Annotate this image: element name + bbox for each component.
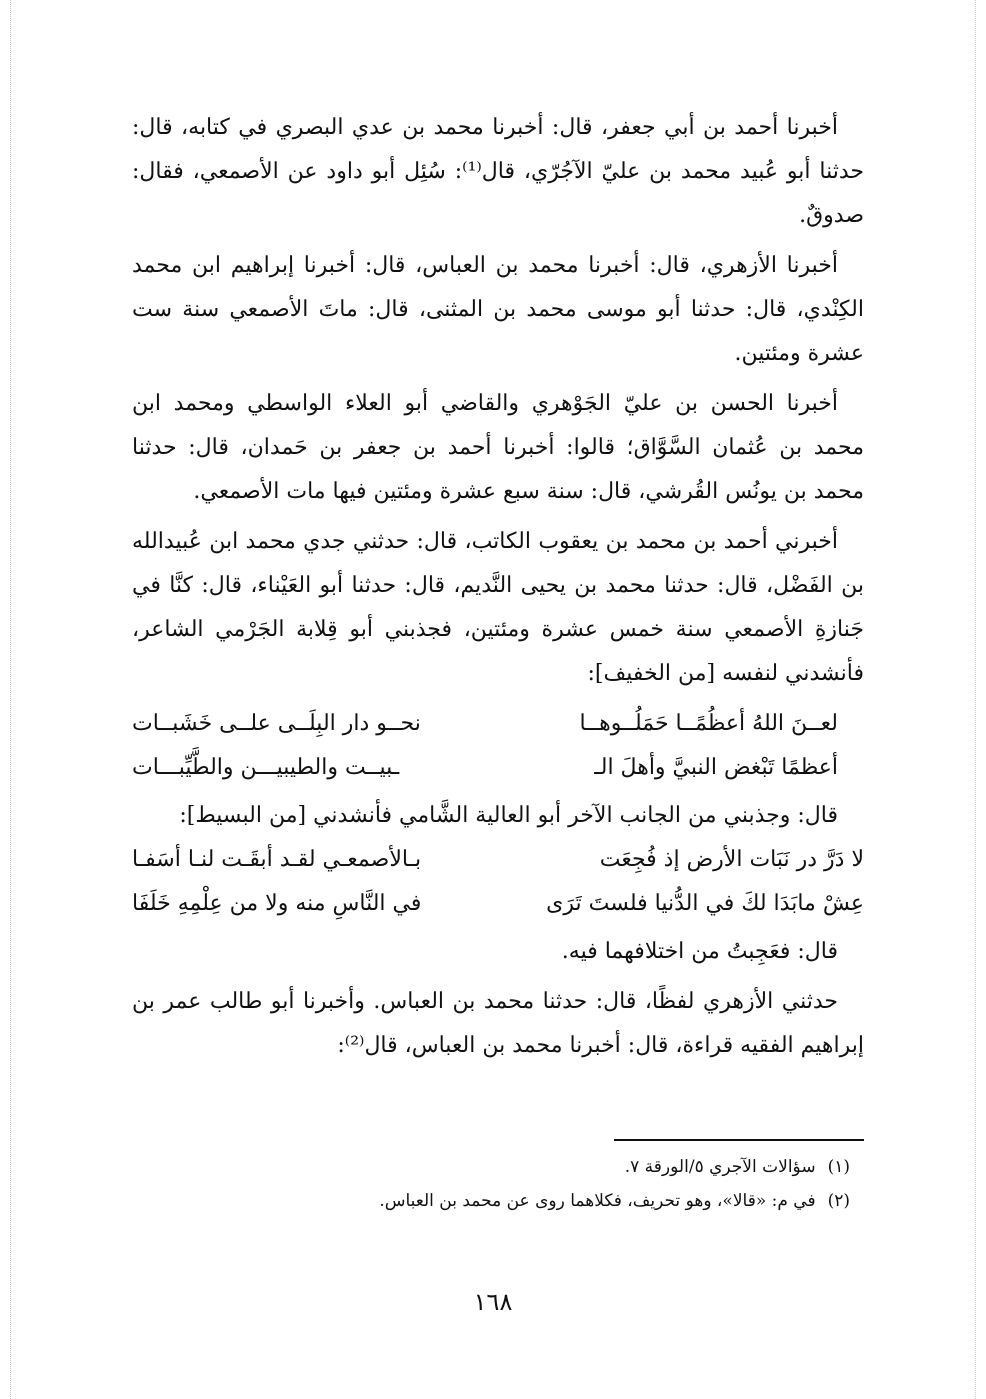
verse-first-hemistich: لعــنَ اللهُ أعظُمًــا حَمَلُــوهــا xyxy=(579,711,838,736)
verse-line xyxy=(132,746,864,790)
footnote-text: سؤالات الآجري ٥/الورقة ٧. xyxy=(624,1157,816,1177)
footnote-number: (٢) xyxy=(827,1191,850,1211)
verse-first-hemistich: عِشْ مابَدَا لكَ في الدُّنيا فلستَ تَرَى xyxy=(546,891,864,916)
scan-edge-left xyxy=(0,0,11,1399)
verse-second-hemistich: في النَّاسِ منه ولا من عِلْمِهِ خَلَفَا xyxy=(132,891,422,916)
scan-edge-right xyxy=(975,0,986,1399)
footnote-number: (١) xyxy=(827,1157,850,1177)
verse-second-hemistich: نحــو دار البِلَــى علــى خَشَبــات xyxy=(132,711,421,736)
footnote-separator xyxy=(614,1139,864,1141)
poem-2-intro: قال: وجذبني من الجانب الآخر أبو العالية الشَّامي فأنشدني [من البسيط]: xyxy=(179,803,838,828)
paragraph-2: أخبرنا الأزهري، قال: أخبرنا محمد بن العباس، قال: أخبرنا إبراهيم ابن محمد الكِنْدي، قال: حدثنا أبو موسى محمد بن المثنى، قال: ماتَ الأصمعي سنة ست عشرة ومئتين. xyxy=(132,253,864,366)
verse-line xyxy=(132,702,864,746)
paragraph-4: أخبرني أحمد بن محمد بن يعقوب الكاتب، قال: حدثني جدي محمد ابن عُبيدالله بن الفَضْل، قال: حدثنا محمد بن يحيى النَّديم، قال: حدثنا أبو العَيْناء، قال: كنَّا في جَنازةِ الأصمعي سنة خمس عشرة ومئتين، فجذبني أبو قِلابة الجَرْمي الشاعر، فأنشدني لنفسه [من الخفيف]: xyxy=(132,529,864,686)
poem-1 xyxy=(132,702,864,790)
poem-2 xyxy=(132,838,864,926)
main-text xyxy=(132,106,864,1074)
paragraph-3: أخبرنا الحسن بن عليّ الجَوْهري والقاضي أبو العلاء الواسطي ومحمد ابن محمد بن عُثمان السَّوَّاق؛ قالوا: أخبرنا أحمد بن جعفر بن حَمدان، قال: حدثنا محمد بن يونُس القُرشي، قال: سنة سبع عشرة ومئتين فيها مات الأصمعي. xyxy=(132,391,864,504)
after-poem-line: قال: فعَجِبتُ من اختلافهما فيه. xyxy=(561,939,838,964)
verse-first-hemistich: لا دَرَّ در نَبَات الأرض إذ فُجِعَت xyxy=(599,847,864,872)
verse-second-hemistich: ـبيــت والطيبيـــن والطَّيِّبـــات xyxy=(132,755,400,780)
footnote-text: في م: «قالا»، وهو تحريف، فكلاهما روى عن محمد بن العباس. xyxy=(379,1191,816,1211)
verse-first-hemistich: أعظمًا تَبْغض النبيَّ وأهلَ الـ xyxy=(594,755,838,780)
final-paragraph: حدثني الأزهري لفظًا، قال: حدثنا محمد بن العباس. وأخبرنا أبو طالب عمر بن إبراهيم الفقيه قراءة، قال: أخبرنا محمد بن العباس، قال⁽²⁾: xyxy=(132,989,864,1058)
verse-second-hemistich: بـالأصمعـي لقـد أبقَـت لنـا أسَفـا xyxy=(132,847,422,872)
page-number: ١٦٨ xyxy=(473,1288,513,1316)
footnote-1 xyxy=(132,1150,864,1184)
footnotes xyxy=(132,1150,864,1218)
paragraph-1: أخبرنا أحمد بن أبي جعفر، قال: أخبرنا محمد بن عدي البصري في كتابه، قال: حدثنا أبو عُبيد محمد بن عليّ الآجُرّي، قال⁽¹⁾: سُئِل أبو داود عن الأصمعي، فقال: صدوقٌ. xyxy=(132,115,864,228)
verse-line xyxy=(132,882,864,926)
footnote-2 xyxy=(132,1184,864,1218)
verse-line xyxy=(132,838,864,882)
